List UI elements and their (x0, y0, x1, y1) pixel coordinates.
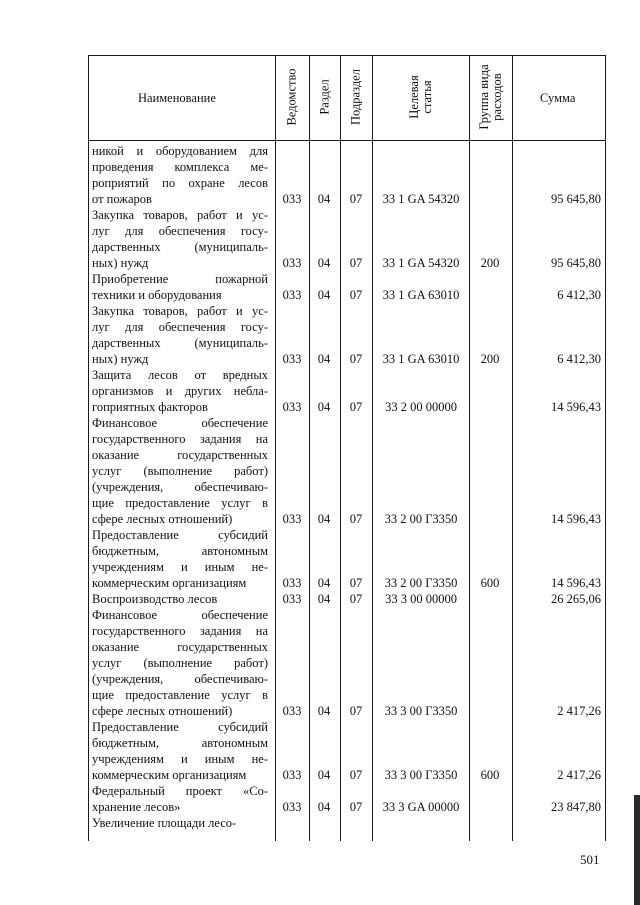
row-name-line: хранение лесов» (92, 800, 181, 814)
row-name-line: Приобретение пожарной (92, 272, 268, 286)
cell-podrazdel: 07 (349, 800, 363, 814)
cell-vedomstvo: 033 (282, 576, 302, 590)
cell-podrazdel: 07 (349, 256, 363, 270)
row-name-line: бюджетным, автономным (92, 544, 268, 558)
row-name (92, 367, 268, 415)
row-name-line: сфере лесных отношений) (92, 512, 233, 526)
table-row (88, 527, 606, 591)
row-name-line: государственного задания на (92, 432, 268, 446)
row-name-line: Финансовое обеспечение (92, 416, 268, 430)
table-row (88, 207, 606, 271)
cell-razdel: 04 (317, 256, 331, 270)
table-row (88, 415, 606, 527)
row-name-line: щие предоставление услуг в (92, 496, 268, 510)
cell-tselevaya: 33 1 GA 63010 (382, 288, 460, 302)
cell-vedomstvo: 033 (282, 768, 302, 782)
cell-podrazdel: 07 (349, 704, 363, 718)
row-name (92, 815, 268, 831)
cell-summa: 14 596,43 (551, 400, 601, 414)
row-name-line: оказание государственных (92, 448, 268, 462)
row-name-line: услуг (выполнение работ) (92, 464, 268, 478)
row-name-line: учреждениям и иным не- (92, 752, 268, 766)
row-name-line: коммерческим организациям (92, 576, 247, 590)
cell-vedomstvo: 033 (282, 192, 302, 206)
page-number: 501 (580, 852, 600, 867)
header-razdel: Раздел (317, 79, 332, 115)
cell-razdel: 04 (317, 400, 331, 414)
cell-summa: 23 847,80 (551, 800, 601, 814)
cell-razdel: 04 (317, 592, 331, 606)
row-name-line: луг для обеспечения госу- (92, 224, 268, 238)
row-name-line: ных) нужд (92, 256, 149, 270)
row-name-line: услуг (выполнение работ) (92, 656, 268, 670)
cell-vedomstvo: 033 (282, 800, 302, 814)
row-name-line: организмов и других небла- (92, 384, 268, 398)
table-row (88, 271, 606, 303)
cell-summa: 95 645,80 (551, 256, 601, 270)
table-row (88, 719, 606, 783)
row-name-line: Закупка товаров, работ и ус- (92, 208, 268, 222)
table-row (88, 591, 606, 607)
table-row (88, 783, 606, 815)
row-name-line: дарственных (муниципаль- (92, 240, 268, 254)
header-vedomstvo: Ведомство (284, 68, 299, 126)
row-name (92, 783, 268, 815)
cell-summa: 26 265,06 (551, 592, 601, 606)
cell-tselevaya: 33 2 00 Г3350 (384, 512, 458, 526)
row-name (92, 719, 268, 783)
row-name-line: коммерческим организациям (92, 768, 247, 782)
cell-podrazdel: 07 (349, 400, 363, 414)
cell-razdel: 04 (317, 512, 331, 526)
row-name-line: бюджетным, автономным (92, 736, 268, 750)
row-name (92, 591, 268, 607)
row-name-line: оказание государственных (92, 640, 268, 654)
cell-razdel: 04 (317, 576, 331, 590)
row-name-line: техники и оборудования (92, 288, 222, 302)
row-name-line: Предоставление субсидий (92, 528, 268, 542)
cell-tselevaya: 33 1 GA 54320 (382, 192, 460, 206)
row-name-line: от пожаров (92, 192, 152, 206)
row-name-line: Увеличение площади лесо- (92, 816, 237, 830)
row-name-line: учреждениям и иным не- (92, 560, 268, 574)
row-name-line: луг для обеспечения госу- (92, 320, 268, 334)
row-name (92, 143, 268, 207)
row-name-line: Федеральный проект «Со- (92, 784, 268, 798)
table-row (88, 143, 606, 207)
cell-tselevaya: 33 3 00 00000 (385, 592, 457, 606)
row-name (92, 607, 268, 719)
row-name-line: Воспроизводство лесов (92, 592, 218, 606)
row-name (92, 271, 268, 303)
cell-gruppa: 600 (480, 768, 500, 782)
cell-vedomstvo: 033 (282, 512, 302, 526)
cell-summa: 14 596,43 (551, 512, 601, 526)
row-name-line: ных) нужд (92, 352, 149, 366)
cell-tselevaya: 33 1 GA 54320 (382, 256, 460, 270)
cell-tselevaya: 33 2 00 00000 (385, 400, 457, 414)
header-podrazdel: Подраздел (348, 69, 363, 125)
cell-podrazdel: 07 (349, 768, 363, 782)
table-row (88, 815, 606, 831)
cell-summa: 14 596,43 (551, 576, 601, 590)
cell-razdel: 04 (317, 288, 331, 302)
cell-podrazdel: 07 (349, 512, 363, 526)
cell-podrazdel: 07 (349, 352, 363, 366)
cell-razdel: 04 (317, 352, 331, 366)
cell-vedomstvo: 033 (282, 288, 302, 302)
table-row (88, 607, 606, 719)
row-name-line: (учреждения, обеспечиваю- (92, 480, 268, 494)
cell-tselevaya: 33 1 GA 63010 (382, 352, 460, 366)
row-name-line: гоприятных факторов (92, 400, 208, 414)
cell-summa: 2 417,26 (557, 768, 601, 782)
cell-summa: 6 412,30 (557, 352, 601, 366)
cell-vedomstvo: 033 (282, 704, 302, 718)
cell-podrazdel: 07 (349, 288, 363, 302)
row-name-line: Закупка товаров, работ и ус- (92, 304, 268, 318)
row-name (92, 303, 268, 367)
cell-razdel: 04 (317, 768, 331, 782)
row-name-line: Предоставление субсидий (92, 720, 268, 734)
row-name-line: дарственных (муниципаль- (92, 336, 268, 350)
row-name-line: роприятий по охране лесов (92, 176, 268, 190)
cell-summa: 2 417,26 (557, 704, 601, 718)
header-name: Наименование (138, 91, 216, 105)
cell-podrazdel: 07 (349, 192, 363, 206)
cell-podrazdel: 07 (349, 576, 363, 590)
header-tselevaya: Целевая статья (407, 75, 434, 119)
header-bottom-border (88, 140, 606, 141)
cell-podrazdel: 07 (349, 592, 363, 606)
cell-razdel: 04 (317, 192, 331, 206)
row-name-line: сфере лесных отношений) (92, 704, 233, 718)
row-name-line: государственного задания на (92, 624, 268, 638)
cell-vedomstvo: 033 (282, 256, 302, 270)
row-name (92, 415, 268, 527)
row-name (92, 527, 268, 591)
table-row (88, 367, 606, 415)
row-name-line: Финансовое обеспечение (92, 608, 268, 622)
row-name-line: щие предоставление услуг в (92, 688, 268, 702)
header-summa: Сумма (540, 91, 576, 105)
cell-tselevaya: 33 3 00 Г3350 (384, 704, 458, 718)
cell-summa: 6 412,30 (557, 288, 601, 302)
cell-vedomstvo: 033 (282, 592, 302, 606)
table-row (88, 303, 606, 367)
cell-tselevaya: 33 2 00 Г3350 (384, 576, 458, 590)
cell-tselevaya: 33 3 GA 00000 (382, 800, 460, 814)
page-edge-shadow (634, 795, 640, 905)
cell-gruppa: 200 (480, 256, 500, 270)
cell-razdel: 04 (317, 800, 331, 814)
row-name (92, 207, 268, 271)
table-top-border (88, 55, 606, 56)
cell-vedomstvo: 033 (282, 400, 302, 414)
cell-razdel: 04 (317, 704, 331, 718)
row-name-line: Защита лесов от вредных (92, 368, 268, 382)
row-name-line: никой и оборудованием для (92, 144, 268, 158)
row-name-line: (учреждения, обеспечиваю- (92, 672, 268, 686)
cell-summa: 95 645,80 (551, 192, 601, 206)
cell-gruppa: 600 (480, 576, 500, 590)
header-gruppa: Группа вида расходов (477, 64, 504, 130)
cell-vedomstvo: 033 (282, 352, 302, 366)
cell-gruppa: 200 (480, 352, 500, 366)
row-name-line: проведения комплекса ме- (92, 160, 268, 174)
cell-tselevaya: 33 3 00 Г3350 (384, 768, 458, 782)
